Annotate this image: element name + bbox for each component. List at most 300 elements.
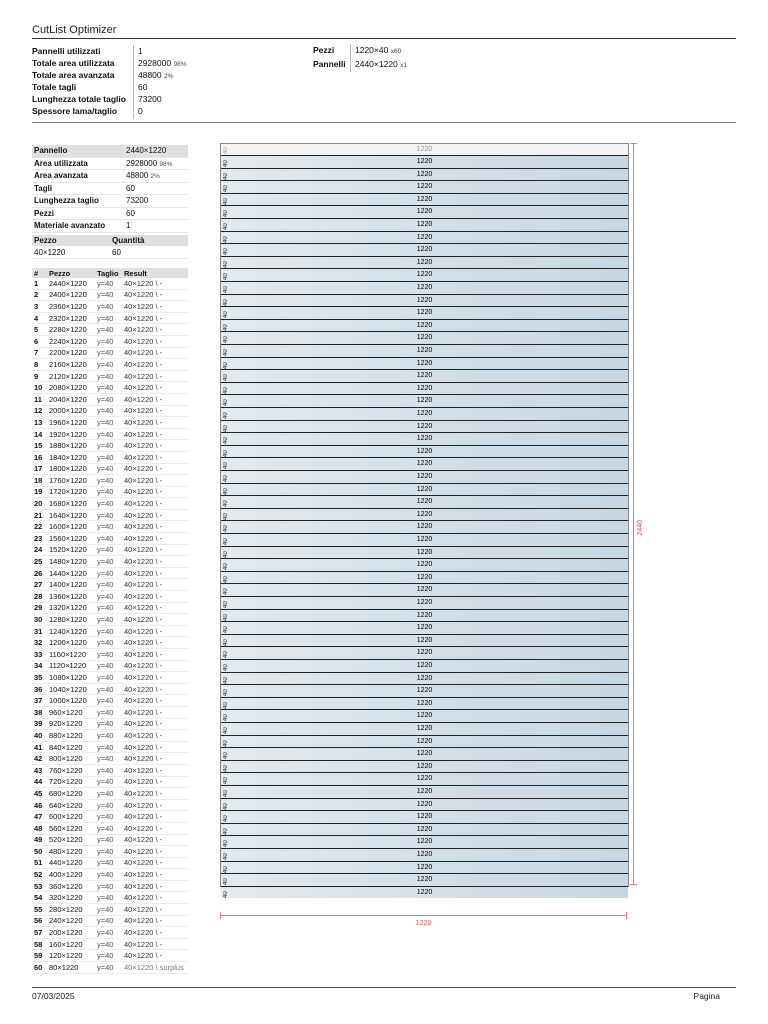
cut-position: y=40 <box>95 811 122 823</box>
cut-piece-strip <box>221 470 628 483</box>
table-row <box>32 463 188 475</box>
cut-number: 27 <box>32 579 47 591</box>
cut-position: y=40 <box>95 602 122 614</box>
piece-width-label: 1220 <box>416 573 433 581</box>
piece-width-label: 1220 <box>416 296 433 304</box>
panel-info-row <box>32 207 188 220</box>
table-row <box>32 359 188 371</box>
cut-result: 40×1220 \ - <box>122 451 188 463</box>
piece-height-label: 40 <box>223 550 229 558</box>
piece-width-label: 1220 <box>416 359 433 367</box>
cut-position: y=40 <box>95 822 122 834</box>
cut-position: y=40 <box>95 764 122 776</box>
panel-info-key: Lunghezza taglio <box>32 195 124 208</box>
cut-piece: 2200×1220 <box>47 347 95 359</box>
panel-info-value-cell <box>124 157 188 170</box>
cut-result: 40×1220 \ - <box>122 463 188 475</box>
piece-width-label: 1220 <box>416 258 433 266</box>
cut-piece: 1800×1220 <box>47 463 95 475</box>
cut-position: y=40 <box>95 579 122 591</box>
cut-position: y=40 <box>95 278 122 289</box>
cut-result: 40×1220 \ - <box>122 428 188 440</box>
cut-piece: 800×1220 <box>47 753 95 765</box>
cut-number: 35 <box>32 672 47 684</box>
piece-height-label: 40 <box>223 361 229 369</box>
piece-height-label: 40 <box>223 261 229 268</box>
cut-piece-strip <box>221 760 628 773</box>
cut-piece-strip <box>221 861 628 874</box>
piece-height-label: 40 <box>223 626 229 634</box>
panel-info-row <box>32 170 188 183</box>
piece-height-label: 40 <box>223 601 229 608</box>
piece-width-label: 1220 <box>416 447 433 455</box>
cut-piece: 1680×1220 <box>47 498 95 510</box>
piece-width-label: 1220 <box>416 410 433 417</box>
summary-right-suffix: x1 <box>400 62 408 69</box>
cut-number: 11 <box>32 393 47 405</box>
piece-height-label: 40 <box>223 853 229 860</box>
cut-piece: 640×1220 <box>47 799 95 811</box>
panel-info-key: Pannello <box>32 145 124 157</box>
cut-position: y=40 <box>95 869 122 881</box>
piece-height-label: 40 <box>223 160 229 167</box>
cut-position: y=40 <box>95 347 122 359</box>
cut-result: 40×1220 \ - <box>122 509 188 521</box>
cut-number: 15 <box>32 440 47 452</box>
cut-position: y=40 <box>95 660 122 672</box>
pieces-header-qty: Quantità <box>110 235 188 246</box>
table-row <box>32 393 188 405</box>
cut-result: 40×1220 \ - <box>122 649 188 661</box>
cut-position: y=40 <box>95 706 122 718</box>
cut-piece-strip <box>221 193 628 206</box>
panel-cut-diagram <box>220 143 629 898</box>
cut-result: 40×1220 \ - <box>122 904 188 916</box>
cut-piece-strip <box>221 735 628 748</box>
summary-value: 60 <box>138 82 148 92</box>
table-row <box>32 451 188 463</box>
table-row <box>32 301 188 313</box>
cut-piece: 400×1220 <box>47 869 95 881</box>
cut-position: y=40 <box>95 788 122 800</box>
piece-height-label: 40 <box>223 286 229 293</box>
piece-width-label: 1220 <box>416 851 433 858</box>
panel-info-key: Area utilizzata <box>32 157 124 170</box>
cut-number: 53 <box>32 880 47 892</box>
cut-number: 33 <box>32 649 47 661</box>
cuts-header-num: # <box>32 268 47 278</box>
summary-value: 1 <box>138 46 143 56</box>
cut-position: y=40 <box>95 637 122 649</box>
piece-width-label: 1220 <box>416 888 433 896</box>
piece-width-label: 1220 <box>416 321 433 329</box>
cut-number: 25 <box>32 556 47 568</box>
summary-key: Totale tagli <box>32 82 77 92</box>
piece-height-label: 40 <box>223 424 229 432</box>
cut-position: y=40 <box>95 544 122 556</box>
cut-result: 40×1220 \ - <box>122 927 188 939</box>
table-row <box>32 672 188 684</box>
cut-piece: 1160×1220 <box>47 649 95 661</box>
pieces-qty: 60 <box>110 246 188 259</box>
footer-divider <box>32 987 736 988</box>
table-row <box>32 509 188 521</box>
cut-number: 50 <box>32 846 47 858</box>
cut-piece-strip <box>221 747 628 760</box>
cut-piece: 1880×1220 <box>47 440 95 452</box>
summary-right-value: 2440×1220 <box>355 59 398 69</box>
piece-height-label: 40 <box>223 790 229 797</box>
cut-piece: 80×1220 <box>47 962 95 974</box>
table-row <box>32 521 188 533</box>
cut-position: y=40 <box>95 451 122 463</box>
cut-position: y=40 <box>95 463 122 475</box>
cut-piece: 1600×1220 <box>47 521 95 533</box>
cut-piece: 1640×1220 <box>47 509 95 521</box>
piece-width-label: 1220 <box>416 838 433 846</box>
cuts-header-cut: Taglio <box>95 268 122 278</box>
cut-number: 36 <box>32 683 47 695</box>
cut-position: y=40 <box>95 915 122 927</box>
cut-position: y=40 <box>95 475 122 487</box>
cut-piece-strip <box>221 558 628 571</box>
piece-width-label: 1220 <box>416 624 433 632</box>
summary-value: 73200 <box>138 94 162 104</box>
piece-height-label: 40 <box>223 525 229 533</box>
table-row <box>32 764 188 776</box>
cut-piece: 2040×1220 <box>47 393 95 405</box>
footer-page: Pagina <box>693 991 720 1001</box>
summary-suffix: 98% <box>173 61 187 68</box>
cut-position: y=40 <box>95 753 122 765</box>
cut-piece: 720×1220 <box>47 776 95 788</box>
cut-position: y=40 <box>95 417 122 429</box>
cut-number: 55 <box>32 904 47 916</box>
cut-result: 40×1220 \ - <box>122 544 188 556</box>
height-dimension-tick-bottom <box>630 884 637 885</box>
piece-width-label: 1220 <box>416 397 433 405</box>
summary-key: Totale area utilizzata <box>32 58 115 68</box>
cut-piece: 2120×1220 <box>47 370 95 382</box>
cut-position: y=40 <box>95 393 122 405</box>
cut-piece: 1920×1220 <box>47 428 95 440</box>
cut-piece: 600×1220 <box>47 811 95 823</box>
cut-number: 54 <box>32 892 47 904</box>
cut-piece-strip <box>221 432 628 445</box>
cut-number: 19 <box>32 486 47 498</box>
cut-position: y=40 <box>95 614 122 626</box>
cut-piece: 480×1220 <box>47 846 95 858</box>
table-row <box>32 741 188 753</box>
cut-piece: 920×1220 <box>47 718 95 730</box>
cut-piece-strip <box>221 243 628 256</box>
cut-piece: 2000×1220 <box>47 405 95 417</box>
cut-position: y=40 <box>95 834 122 846</box>
piece-height-label: 40 <box>223 563 229 571</box>
piece-width-label: 1220 <box>416 725 433 732</box>
piece-width-label: 1220 <box>416 183 433 191</box>
table-row <box>32 938 188 950</box>
cut-number: 24 <box>32 544 47 556</box>
piece-height-label: 40 <box>223 639 229 646</box>
cut-position: y=40 <box>95 730 122 742</box>
piece-height-label: 40 <box>223 412 229 419</box>
cut-position: y=40 <box>95 625 122 637</box>
cuts-header-piece: Pezzo <box>47 268 95 278</box>
cut-piece-strip <box>221 205 628 218</box>
cut-number: 1 <box>32 278 47 289</box>
piece-height-label: 40 <box>223 727 229 734</box>
panel-info-key: Area avanzata <box>32 170 124 183</box>
cut-position: y=40 <box>95 533 122 545</box>
cut-piece-strip <box>221 420 628 433</box>
cut-number: 56 <box>32 915 47 927</box>
panel-info-value: 2440×1220 <box>126 146 167 156</box>
piece-width-label: 1220 <box>416 687 433 695</box>
cut-piece: 2080×1220 <box>47 382 95 394</box>
table-row <box>32 335 188 347</box>
summary-value: 0 <box>138 106 143 116</box>
cut-result: 40×1220 \ - <box>122 405 188 417</box>
summary-value-cell <box>133 105 143 119</box>
piece-height-label: 40 <box>223 399 229 407</box>
cut-piece: 1520×1220 <box>47 544 95 556</box>
piece-width-label: 1220 <box>416 422 433 430</box>
cut-result: 40×1220 \ - <box>122 289 188 301</box>
cut-result: 40×1220 \ - <box>122 486 188 498</box>
cut-number: 59 <box>32 950 47 962</box>
piece-width-label: 1220 <box>416 523 433 531</box>
cut-result: 40×1220 \ - <box>122 625 188 637</box>
cut-result: 40×1220 \ - <box>122 475 188 487</box>
cuts-table <box>32 268 188 974</box>
cut-piece: 440×1220 <box>47 857 95 869</box>
cut-piece: 280×1220 <box>47 904 95 916</box>
cut-result: 40×1220 \ - <box>122 324 188 336</box>
cut-position: y=40 <box>95 312 122 324</box>
cut-piece: 680×1220 <box>47 788 95 800</box>
summary-value: 2928000 <box>138 58 172 68</box>
table-row <box>32 950 188 962</box>
cut-number: 20 <box>32 498 47 510</box>
cut-piece-strip <box>221 344 628 357</box>
cut-piece: 1000×1220 <box>47 695 95 707</box>
cut-number: 13 <box>32 417 47 429</box>
cut-piece-strip <box>221 835 628 848</box>
cut-position: y=40 <box>95 904 122 916</box>
table-row <box>32 289 188 301</box>
cut-position: y=40 <box>95 695 122 707</box>
summary-row <box>32 105 143 119</box>
table-row <box>32 846 188 858</box>
cut-piece-strip <box>221 520 628 533</box>
summary-key: Spessore lama/taglio <box>32 106 118 116</box>
piece-width-label: 1220 <box>416 158 433 165</box>
cut-piece-strip <box>221 357 628 370</box>
cut-piece-strip <box>221 495 628 508</box>
cut-piece: 1280×1220 <box>47 614 95 626</box>
table-row <box>32 695 188 707</box>
panel-info-row <box>32 195 188 208</box>
cut-piece: 1480×1220 <box>47 556 95 568</box>
piece-width-label: 1220 <box>416 561 433 569</box>
cut-piece-strip <box>221 457 628 470</box>
table-row <box>32 347 188 359</box>
cut-result: 40×1220 \ - <box>122 347 188 359</box>
cut-position: y=40 <box>95 359 122 371</box>
table-row <box>32 417 188 429</box>
table-row <box>32 405 188 417</box>
cut-result: 40×1220 \ - <box>122 950 188 962</box>
cut-position: y=40 <box>95 521 122 533</box>
cut-number: 3 <box>32 301 47 313</box>
piece-height-label: 40 <box>223 248 229 256</box>
cut-number: 57 <box>32 927 47 939</box>
piece-width-label: 1220 <box>416 674 433 682</box>
cut-result: 40×1220 \ - <box>122 869 188 881</box>
piece-height-label: 40 <box>223 702 229 709</box>
table-row <box>32 892 188 904</box>
cut-piece-strip <box>221 571 628 584</box>
summary-right-suffix: x60 <box>390 48 402 55</box>
table-row <box>32 788 188 800</box>
panel-info-suffix: 98% <box>159 160 173 168</box>
cut-position: y=40 <box>95 741 122 753</box>
panel-info-value-cell <box>124 207 188 220</box>
piece-height-label: 40 <box>223 437 229 445</box>
piece-height-label: 40 <box>223 210 229 218</box>
cut-number: 18 <box>32 475 47 487</box>
piece-height-label: 40 <box>223 588 229 596</box>
cut-position: y=40 <box>95 335 122 347</box>
cut-piece: 1080×1220 <box>47 672 95 684</box>
table-row <box>32 475 188 487</box>
panel-info-table <box>32 145 188 233</box>
cut-piece-strip <box>221 231 628 244</box>
summary-key: Lunghezza totale taglio <box>32 94 126 104</box>
piece-width-label: 1220 <box>416 649 433 657</box>
piece-height-label: 40 <box>223 513 229 520</box>
cut-result: 40×1220 \ - <box>122 417 188 429</box>
table-row <box>32 533 188 545</box>
footer-date: 07/03/2025 <box>32 991 75 1001</box>
cut-result: 40×1220 \ - <box>122 335 188 347</box>
summary-divider <box>32 122 736 123</box>
piece-height-label: 40 <box>223 172 229 180</box>
cut-result: 40×1220 \ - <box>122 382 188 394</box>
panel-info-value-cell <box>124 182 188 195</box>
table-row <box>32 857 188 869</box>
piece-width-label: 1220 <box>416 485 433 493</box>
cut-piece-strip <box>221 697 628 710</box>
cut-number: 8 <box>32 359 47 371</box>
cut-piece-strip <box>221 155 628 168</box>
cut-piece-strip <box>221 218 628 231</box>
cut-number: 7 <box>32 347 47 359</box>
piece-height-label: 40 <box>223 752 229 760</box>
summary-value: 48800 <box>138 70 162 80</box>
table-row <box>32 591 188 603</box>
cut-piece: 1040×1220 <box>47 683 95 695</box>
cut-result: 40×1220 \ - <box>122 741 188 753</box>
table-row <box>32 869 188 881</box>
piece-height-label: 40 <box>223 878 229 886</box>
table-row <box>32 428 188 440</box>
piece-height-label: 40 <box>223 689 229 697</box>
width-dimension-line <box>220 915 627 916</box>
cut-result: 40×1220 \ - <box>122 602 188 614</box>
table-row <box>32 811 188 823</box>
panel-info-value: 60 <box>126 183 135 193</box>
pieces-table <box>32 235 188 259</box>
summary-right-value-cell <box>350 44 401 58</box>
cut-piece: 520×1220 <box>47 834 95 846</box>
piece-width-label: 1220 <box>416 473 433 480</box>
panel-info-row <box>32 145 188 157</box>
cut-number: 26 <box>32 567 47 579</box>
cut-number: 40 <box>32 730 47 742</box>
cut-piece-strip <box>221 369 628 382</box>
piece-height-label: 40 <box>223 387 229 394</box>
cut-result: 40×1220 \ - <box>122 660 188 672</box>
panel-info-row <box>32 220 188 233</box>
table-row <box>32 614 188 626</box>
cuts-header-result: Result <box>122 268 188 278</box>
cut-piece-strip <box>221 596 628 609</box>
cut-piece: 1200×1220 <box>47 637 95 649</box>
piece-height-label: 40 <box>223 298 229 306</box>
cut-piece-strip <box>221 168 628 181</box>
cut-number: 31 <box>32 625 47 637</box>
cut-result: 40×1220 \ - <box>122 637 188 649</box>
cut-position: y=40 <box>95 846 122 858</box>
table-row <box>32 660 188 672</box>
piece-width-label: 1220 <box>416 208 433 216</box>
cut-piece: 1400×1220 <box>47 579 95 591</box>
piece-width-label: 1220 <box>416 536 433 543</box>
table-row <box>32 776 188 788</box>
piece-width-label: 1220 <box>416 347 433 354</box>
cut-piece-strip <box>221 281 628 294</box>
piece-height-label: 40 <box>223 739 229 747</box>
table-row <box>32 904 188 916</box>
piece-height-label: 40 <box>223 185 229 193</box>
panel-info-row <box>32 182 188 195</box>
summary-right-value: 1220×40 <box>355 45 389 55</box>
cut-number: 38 <box>32 706 47 718</box>
piece-width-label: 1220 <box>416 775 433 783</box>
cut-position: y=40 <box>95 649 122 661</box>
table-row <box>32 962 188 974</box>
cut-piece-strip <box>221 382 628 395</box>
cut-piece-strip <box>221 621 628 634</box>
cut-result: 40×1220 \ - <box>122 614 188 626</box>
summary-right-key: Pezzi <box>313 45 335 55</box>
cut-position: y=40 <box>95 950 122 962</box>
panel-info-row <box>32 157 188 170</box>
cut-result: 40×1220 \ - <box>122 846 188 858</box>
piece-height-label: 40 <box>223 538 229 545</box>
panel-info-key: Tagli <box>32 182 124 195</box>
cut-position: y=40 <box>95 556 122 568</box>
pieces-row <box>32 246 188 259</box>
piece-height-label: 40 <box>223 349 229 356</box>
cut-piece: 2440×1220 <box>47 278 95 289</box>
cut-piece: 1560×1220 <box>47 533 95 545</box>
cut-piece: 960×1220 <box>47 706 95 718</box>
summary-right-key: Pannelli <box>313 59 346 69</box>
cut-piece: 1320×1220 <box>47 602 95 614</box>
